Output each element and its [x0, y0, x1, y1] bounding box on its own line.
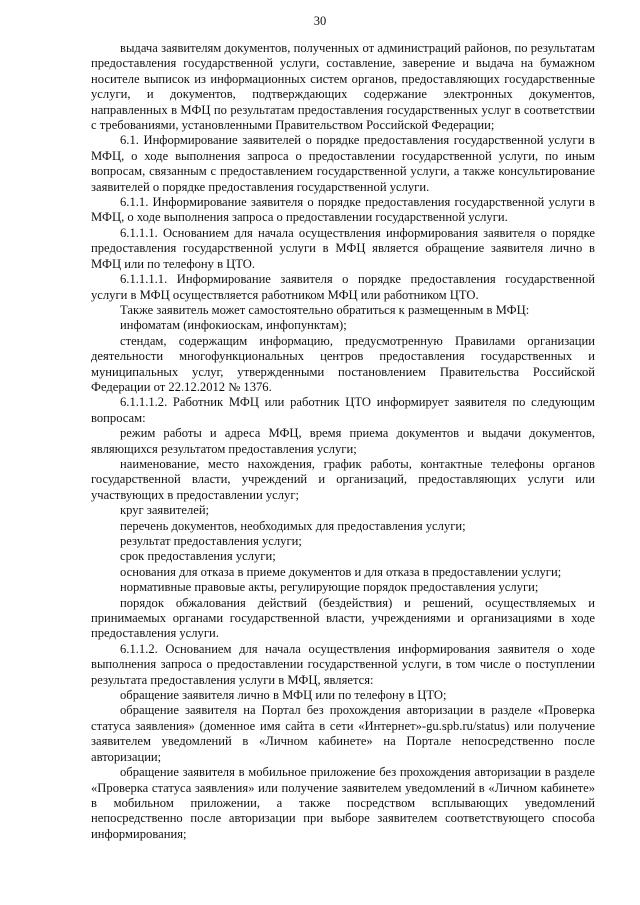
page-number: 30 — [313, 14, 327, 28]
paragraph: 6.1.1.1.1. Информирование заявителя о порядке предоставления государственной услуги в МФЦ осуществляется работником МФЦ или работником ЦТО. — [91, 272, 595, 302]
list-item: нормативные правовые акты, регулирующие порядок предоставления услуги; — [120, 580, 539, 595]
list-item: порядок обжалования действий (бездействия) и решений, осуществляемых и принимаемых органами государственной власти, учреждениями и организациями в ходе предоставления услуги. — [91, 595, 595, 641]
paragraph: 6.1.1.2. Основанием для начала осуществления информирования заявителя о ходе выполнения запроса о предоставлении государственной услуги, в том числе о поступлении результата предоставления услуги в МФЦ, является: — [91, 641, 595, 687]
paragraph: 6.1.1.1. Основанием для начала осуществления информирования заявителя о порядке предоставления государственной услуги в МФЦ является обращение заявителя лично в МФЦ или по телефону в ЦТО. — [91, 225, 595, 271]
paragraph: Также заявитель может самостоятельно обратиться к размещенным в МФЦ: — [120, 302, 530, 317]
list-item: обращение заявителя в мобильное приложение без прохождения авторизации в разделе «Проверка статуса заявления» или получение заявителем уведомлений в «Личном кабинете» в мобильном приложении, а также посредством всплывающих уведомлений непосредственно после авторизации при выборе заявителем соответствующего способа информирования; — [91, 765, 595, 841]
paragraph: выдача заявителям документов, полученных от администраций районов, по результатам предоставления государственной услуги, составление, заверение и выдача на бумажном носителе выписок из информационных систем органов, предоставляющих государственные услуги, и документов, подтверждающих содержание электронных документов, направленных в МФЦ по результатам предоставления государственных услуг в соответствии с требованиями, установленными Правительством Российской Федерации; — [91, 41, 595, 133]
list-item: инфоматам (инфокиоскам, инфопунктам); — [120, 318, 347, 333]
list-item: обращение заявителя на Портал без прохождения авторизации в разделе «Проверка статуса заявления» (доменное имя сайта в сети «Интернет»-gu.spb.ru/status) или получение заявителем уведомлений в «Личном кабинете» на Портале непосредственно после авторизации; — [91, 703, 595, 764]
list-item: круг заявителей; — [120, 503, 210, 518]
document-body — [91, 41, 595, 842]
paragraph: 6.1. Информирование заявителей о порядке предоставления государственной услуги в МФЦ, о ходе выполнения запроса о предоставлении государственной услуги, по иным вопросам, связанным с предоставлением государственной услуги, а также консультирование заявителей о порядке предоставления государственной услуги. — [91, 133, 595, 194]
list-item: режим работы и адреса МФЦ, время приема документов и выдачи документов, являющихся результатом предоставления услуги; — [91, 426, 595, 456]
list-item: стендам, содержащим информацию, предусмотренную Правилами организации деятельности многофункциональных центров предоставления государственных и муниципальных услуг, утвержденными постановлением Правительства Российской Федерации от 22.12.2012 № 1376. — [91, 333, 595, 394]
list-item: результат предоставления услуги; — [120, 534, 302, 548]
list-item: основания для отказа в приеме документов и для отказа в предоставлении услуги; — [120, 564, 562, 579]
list-item: обращение заявителя лично в МФЦ или по телефону в ЦТО; — [120, 688, 447, 703]
list-item: срок предоставления услуги; — [120, 549, 276, 564]
paragraph: 6.1.1. Информирование заявителя о порядке предоставления государственной услуги в МФЦ, о ходе выполнения запроса о предоставлении государственной услуги. — [91, 195, 595, 225]
paragraph: 6.1.1.1.2. Работник МФЦ или работник ЦТО информирует заявителя по следующим вопросам: — [91, 395, 595, 425]
list-item: перечень документов, необходимых для предоставления услуги; — [120, 518, 466, 533]
list-item: наименование, место нахождения, график работы, контактные телефоны органов государственной власти, учреждений и организаций, предоставляющих услуги или участвующих в предоставлении услуг; — [91, 456, 595, 502]
